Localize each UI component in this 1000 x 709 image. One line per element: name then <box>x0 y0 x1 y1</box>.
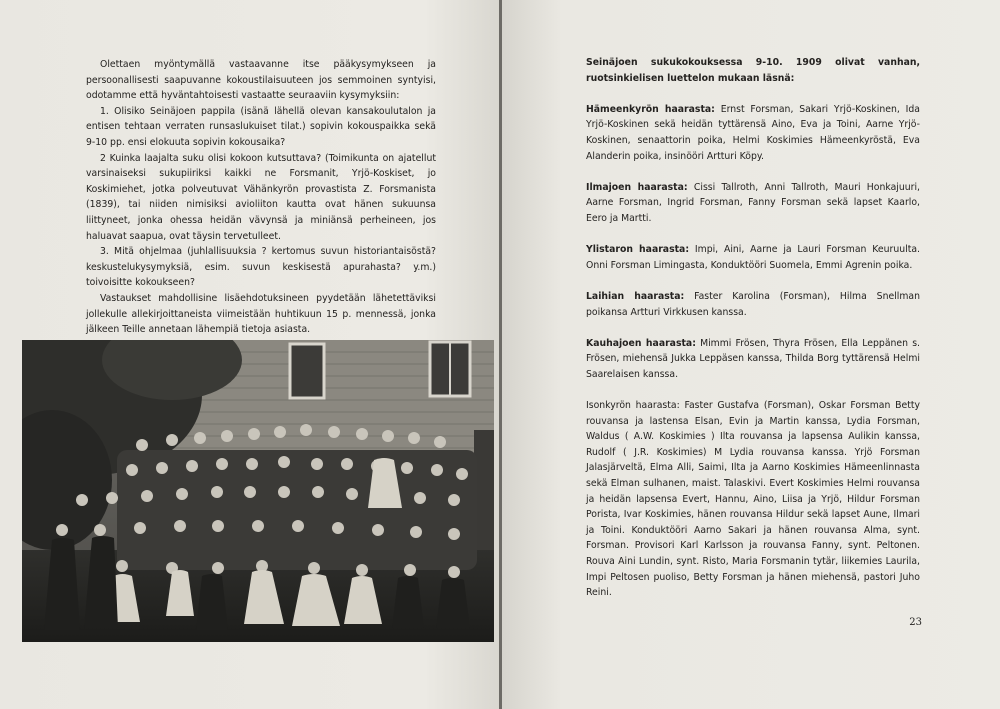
left-page <box>0 0 499 709</box>
paragraph-question-1: 1. Olisiko Seinäjoen pappila (isänä lähellä olevan kansakoulutalon ja entisen tehtaan verraten runsaslukuiset tilat.) sopivin kokouspaikka sekä 9-10 pp. ensi elokuuta sopivin kokousaika? <box>86 105 436 148</box>
section-text: Mimmi Frösen, Thyra Frösen, Ella Leppänen s. Frösen, miehensä Jukka Leppäsen kanssa, Thilda Borg tyttärensä Helmi Saarelaisen kanssa. <box>586 337 920 380</box>
section-heading: Laihian haarasta: <box>586 290 685 302</box>
group-photograph <box>22 340 494 642</box>
section-isokyro <box>586 398 920 601</box>
section-heading: Hämeenkyrön haarasta: <box>586 103 715 115</box>
section-hameenkyro <box>586 102 920 164</box>
section-text: Cissi Tallroth, Anni Tallroth, Mauri Honkajuuri, Aarne Forsman, Ingrid Forsman, Fanny Forsman sekä lapset Kaarlo, Eero ja Martti. <box>586 181 920 224</box>
paragraph-question-2: 2 Kuinka laajalta suku olisi kokoon kutsuttava? (Toimikunta on ajatellut varsinaiseksi sukupiiriksi kaikki ne Forsmanit, Yrjö-Koskiset, jo Koskimiehet, jotka polveutuvat Vähänkyrön provastista Z. Forsmanista (1839), tai niiden nimisiksi avioliiton kautta ovat hänen sukuunsa liittyneet, jonka ohessa heidän vävynsä ja miniänsä perheineen, jos haluavat saapua, ovat täysin tervetulleet. <box>86 152 436 242</box>
group-photo-image <box>22 340 494 642</box>
section-heading: Ylistaron haarasta: <box>586 244 690 256</box>
section-heading: Kauhajoen haarasta: <box>586 337 696 349</box>
section-text: Impi, Aini, Aarne ja Lauri Forsman Keuruulta. Onni Forsman Limingasta, Konduktööri Suomela, Emmi Agrenin poika. <box>586 244 921 271</box>
attendance-intro: Seinäjoen sukukokouksessa 9-10. 1909 olivat vanhan, ruotsinkielisen luettelon mukaan läsnä: <box>586 57 920 84</box>
section-kauhajoki <box>586 336 920 383</box>
section-text: Ernst Forsman, Sakari Yrjö-Koskinen, Ida Yrjö-Koskinen sekä heidän tyttärensä Aino, Eva ja Toini, Aarne Yrjö-Koskinen, senaattorin poika, Helmi Koskimies Hämeenkyröstä, Eva Alanderin poika, insinööri Artturi Köpy. <box>586 103 920 162</box>
right-page-text <box>586 55 920 616</box>
page-number: 23 <box>909 617 922 628</box>
section-heading: Ilmajoen haarasta: <box>586 181 688 193</box>
section-ilmajoki <box>586 180 920 227</box>
section-text: Isonkyrön haarasta: Faster Gustafva (Forsman), Oskar Forsman Betty rouvansa ja lastensa Elsan, Evin ja Martin kanssa, Lydia Forsman, Waldus ( A.W. Koskimies ) Ilta rouvansa ja lapsensa Aulikin kanssa, Rudolf ( J.R. Koskimies) M Lydia rouvansa kanssa. Yrjö Forsman Jalasjärveltä, Elma Alli, Saimi, Ilta ja Aarno Koskimies Hämeenlinnasta sekä Elman sulhanen, maist. Talaskivi. Evert Koskimies Helmi rouvansa ja heidän lapsensa Evert, Hannu, Aino, Liisa ja Yrjö, Hildur Forsman Porista, Ivar Koskimies, hänen rouvansa Hildur sekä lapset Aune, Ilmari ja Toini. Konduktööri Aarno Sakari ja hänen rouvansa Alma, synt. Forsman. Provisori Karl Karlsson ja rouvansa Fanny, synt. Peltonen. Rouva Aini Lundin, synt. Risto, Maria Forsmanin tytär, liikemies Laurila, Impi Peltosen puoliso, Betty Forsman ja hänen miehensä, pastori Juho Reini. <box>586 400 920 599</box>
section-text: Faster Karolina (Forsman), Hilma Snellman poikansa Artturi Virkkusen kanssa. <box>586 290 920 318</box>
right-page <box>502 0 1000 709</box>
paragraph-intro: Olettaen myöntymällä vastaavanne itse pääkysymykseen ja persoonallisesti saapuvanne kokoustilaisuuteen jos semmoinen syntyisi, odotamme että hyväntahtoisesti vastaatte seuraaviin kysymyksiin: <box>86 59 436 102</box>
paragraph-question-3: 3. Mitä ohjelmaa (juhlallisuuksia ? kertomus suvun historiantaisöstä? keskustelukysymyksiä, esim. suvun keskisestä apurahasta? y.m.) toivoisitte kokoukseen? <box>86 246 436 289</box>
paragraph-closing: Vastaukset mahdollisine lisäehdotuksineen pyydetään lähetettäviksi jollekulle allekirjoittaneista viimeistään huhtikuun 15 p. mennessä, jonka jälkeen Teille annetaan lähempiä tietoja asiasta. <box>86 292 436 336</box>
section-ylistaro <box>586 242 920 273</box>
left-page-text <box>86 57 436 338</box>
section-laihia <box>586 289 920 320</box>
